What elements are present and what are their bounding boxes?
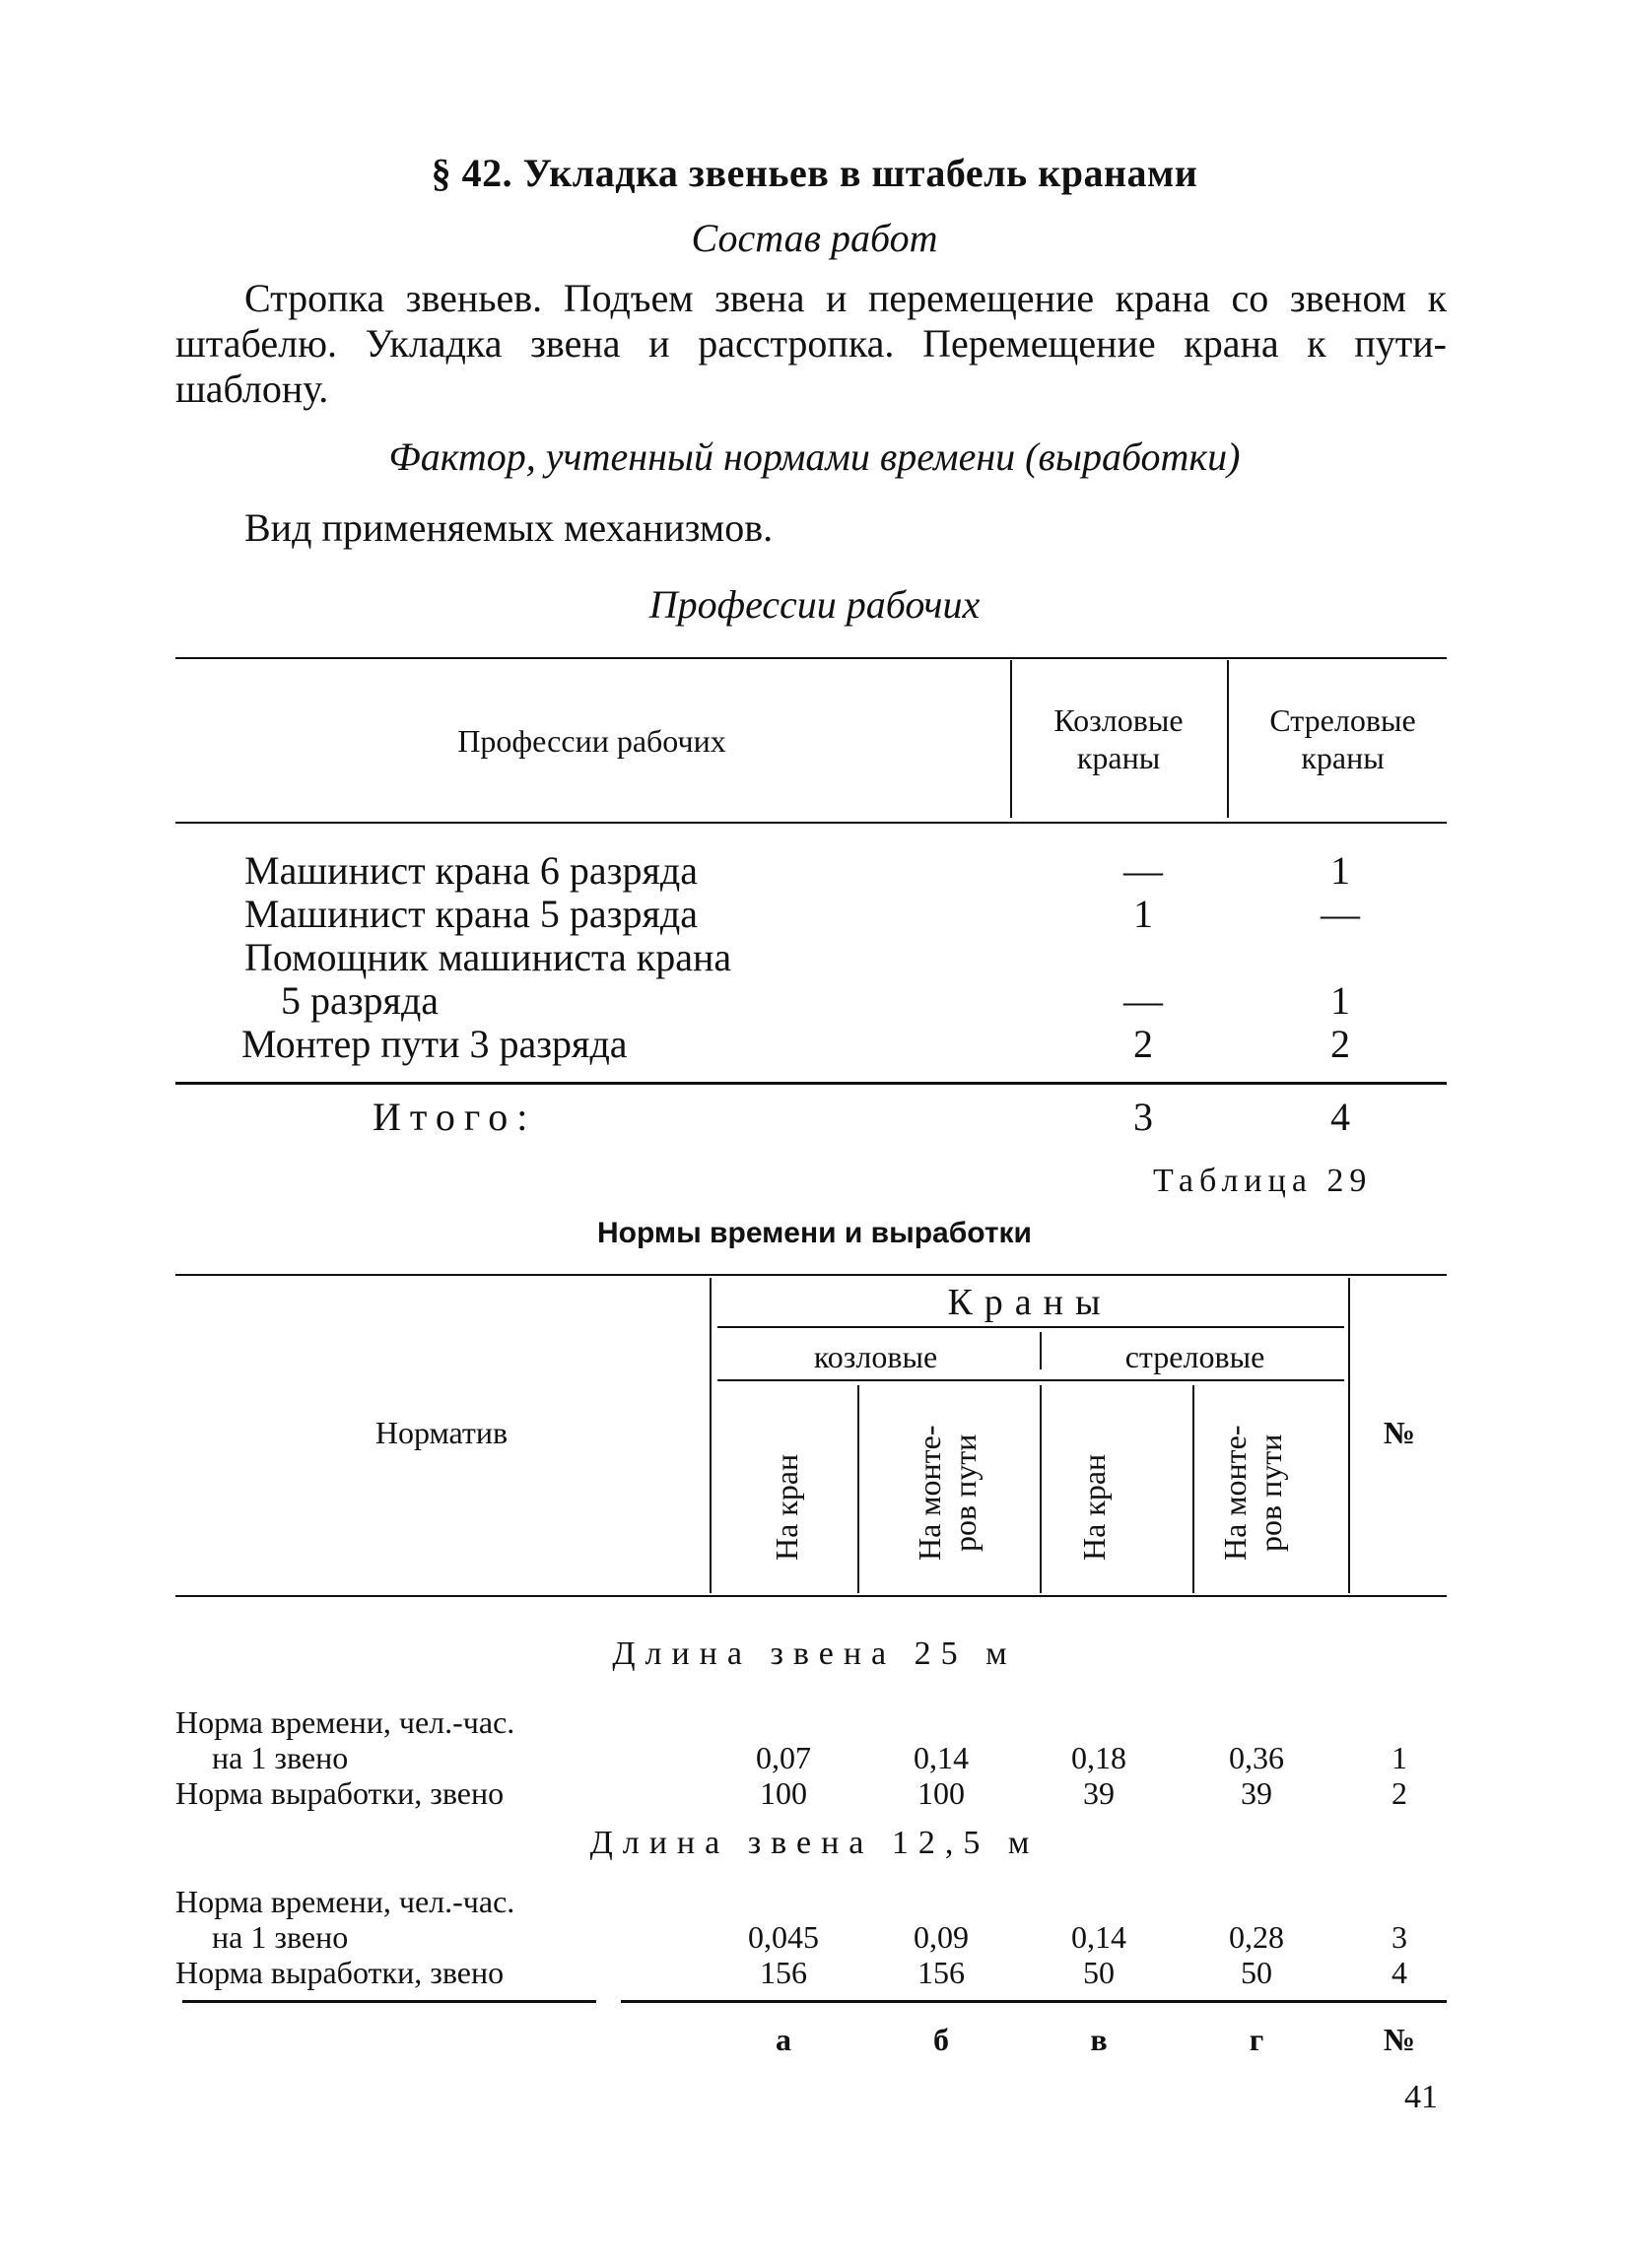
profession-name: Машинист крана 6 разряда (244, 848, 698, 893)
group1-title: Длина звена 25 м (612, 1635, 1017, 1672)
per-crane-header: На кран (1076, 1453, 1112, 1562)
per-track-header: На монте- ров пути (912, 1425, 983, 1561)
factor-text: Вид применяемых механизмов. (244, 505, 774, 550)
profession-name: Помощник машиниста крана (244, 935, 732, 979)
value-cell: 0,07 (756, 1740, 811, 1775)
table2-cranes-rule (717, 1326, 1344, 1328)
table2-top-rule (175, 1274, 1447, 1276)
value-cell: 0,14 (1071, 1919, 1126, 1955)
table2-col-divider (1348, 1278, 1350, 1593)
number-header: № (1383, 1415, 1416, 1450)
gantry-count: 1 (1133, 892, 1153, 936)
total-label: Итого: (373, 1095, 537, 1139)
gantry-count: — (1123, 978, 1163, 1023)
table1-header-rule (175, 822, 1447, 824)
boom-count: 2 (1330, 1022, 1350, 1066)
table2-header-rule (175, 1595, 1447, 1597)
table1-header-profession: Профессии рабочих (457, 723, 726, 759)
value-cell: 0,14 (914, 1740, 969, 1775)
norm-header: Норматив (374, 1415, 509, 1450)
table2-sub-divider (857, 1385, 859, 1593)
total-boom: 4 (1330, 1095, 1350, 1139)
gantry-count: 2 (1133, 1022, 1153, 1066)
column-index: б (933, 2022, 949, 2057)
row-number: 2 (1391, 1775, 1407, 1811)
table1-total-rule (175, 1082, 1447, 1085)
table2-col-divider (710, 1278, 712, 1593)
column-index: г (1249, 2022, 1264, 2057)
table2-bottom-rule (182, 2000, 596, 2003)
group2-title: Длина звена 12,5 м (589, 1825, 1040, 1861)
table1-top-rule (175, 657, 1447, 659)
page-number: 41 (1404, 2079, 1438, 2115)
value-cell: 0,36 (1229, 1740, 1284, 1775)
profession-name: Монтер пути 3 разряда (241, 1022, 628, 1066)
value-cell: 50 (1083, 1955, 1115, 1990)
value-cell: 0,09 (914, 1919, 969, 1955)
row-label: на 1 звено (212, 1919, 349, 1955)
profession-name: 5 разряда (281, 978, 440, 1023)
value-cell: 50 (1241, 1955, 1272, 1990)
row-label: Норма времени, чел.-час. (175, 1884, 515, 1919)
table2-type-rule (717, 1379, 1344, 1381)
value-cell: 0,18 (1071, 1740, 1126, 1775)
factor-heading: Фактор, учтенный нормами времени (выработки) (388, 434, 1241, 479)
row-number: 3 (1391, 1919, 1407, 1955)
total-gantry: 3 (1133, 1095, 1153, 1139)
boom-count: 1 (1330, 978, 1350, 1023)
row-number: 1 (1391, 1740, 1407, 1775)
per-track-header: На монте- ров пути (1217, 1425, 1288, 1561)
professions-heading: Профессии рабочих (648, 582, 981, 627)
gantry-count: — (1123, 848, 1163, 893)
cranes-header: Краны (947, 1282, 1113, 1323)
row-label: Норма выработки, звено (175, 1955, 505, 1990)
value-cell: 100 (917, 1775, 965, 1811)
profession-name: Машинист крана 5 разряда (244, 892, 698, 936)
table2-bottom-rule (621, 2000, 1447, 2003)
section-title: § 42. Укладка звеньев в штабель кранами (431, 151, 1198, 195)
value-cell: 39 (1241, 1775, 1272, 1811)
per-crane-header: На кран (769, 1453, 804, 1562)
value-cell: 100 (760, 1775, 807, 1811)
table2-sub-divider (1040, 1385, 1042, 1593)
table2-title: Нормы времени и выработки (596, 1217, 1032, 1249)
boom-header: стреловые (1124, 1339, 1265, 1374)
table1-col-divider (1227, 660, 1229, 818)
row-label: на 1 звено (212, 1740, 349, 1775)
row-label: Норма времени, чел.-час. (175, 1704, 515, 1740)
row-label: Норма выработки, звено (175, 1775, 505, 1811)
boom-count: 1 (1330, 848, 1350, 893)
gantry-header: козловые (813, 1339, 938, 1374)
column-index: № (1383, 2022, 1416, 2057)
value-cell: 0,045 (748, 1919, 819, 1955)
work-text: Стропка звеньев. Подъем звена и перемещение крана со звеном к штабелю. Укладка звена и расстропка. Перемещение крана к пути-шаблону. (175, 276, 1447, 411)
table1-col-divider (1010, 660, 1012, 818)
value-cell: 39 (1083, 1775, 1115, 1811)
value-cell: 156 (760, 1955, 807, 1990)
table1-header-boom: Стреловые краны (1269, 702, 1416, 775)
column-index: в (1090, 2022, 1108, 2057)
column-index: а (776, 2022, 791, 2057)
value-cell: 0,28 (1229, 1919, 1284, 1955)
row-number: 4 (1391, 1955, 1407, 1990)
table-label: Таблица 29 (1153, 1163, 1373, 1199)
work-heading: Состав работ (691, 216, 938, 260)
boom-count: — (1321, 892, 1360, 936)
table2-sub-divider (1192, 1385, 1194, 1593)
value-cell: 156 (917, 1955, 965, 1990)
table1-header-gantry: Козловые краны (1053, 702, 1184, 775)
